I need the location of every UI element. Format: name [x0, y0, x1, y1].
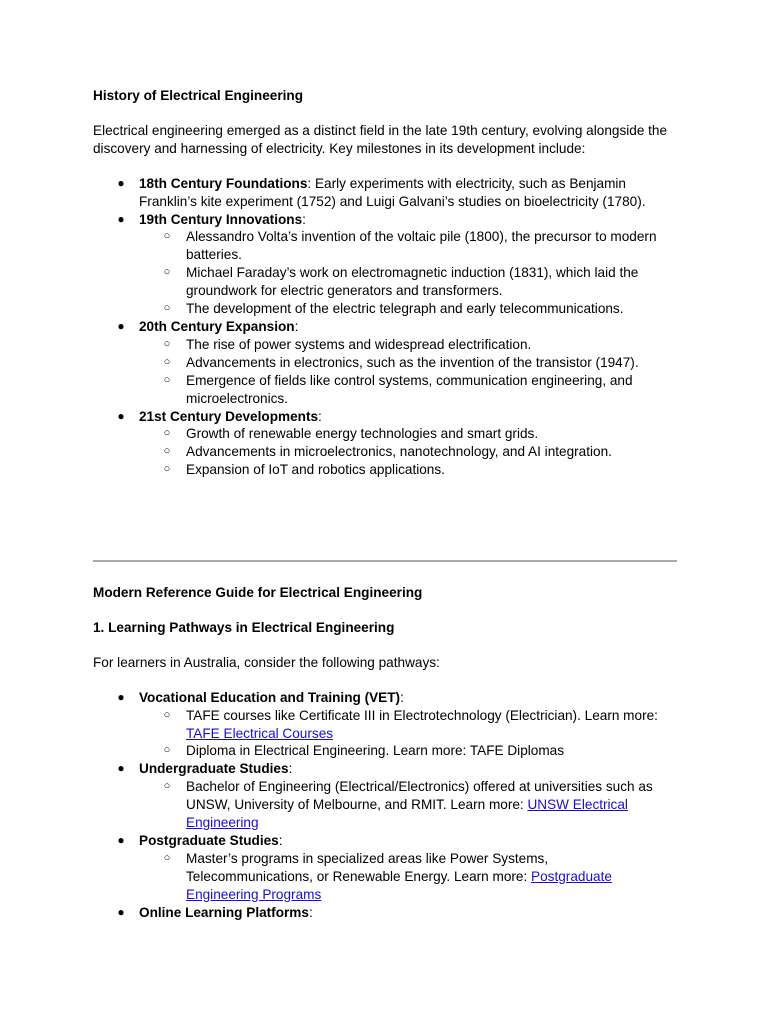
history-section: [93, 87, 677, 479]
bullet-icon: ●: [117, 904, 125, 919]
sub-list: [139, 425, 677, 479]
bullet-icon: ●: [117, 408, 125, 423]
sub-item-text: Advancements in microelectronics, nanotechnology, and AI integration.: [186, 444, 612, 460]
list-item: [139, 336, 677, 354]
hollow-bullet-icon: ○: [163, 355, 171, 368]
sub-item-text: Diploma in Electrical Engineering. Learn more: TAFE Diplomas: [186, 743, 565, 759]
list-item: [139, 742, 677, 760]
sub-list: [139, 336, 677, 408]
milestone-text: :: [318, 408, 322, 424]
bullet-icon: ●: [117, 761, 125, 776]
sub-item-text: Bachelor of Engineering (Electrical/Electronics) offered at universities such as UNSW, University of Melbourne, and RMIT. Learn more:: [186, 779, 653, 813]
pathway-colon: :: [308, 904, 313, 920]
section-title-guide: Modern Reference Guide for Electrical Engineering: [93, 585, 423, 600]
pathway-label: Online Learning Platforms: [139, 904, 309, 920]
pathway-colon: :: [278, 832, 283, 848]
list-item: [139, 372, 677, 408]
list-item: [93, 211, 677, 318]
milestones-list: [93, 175, 677, 479]
sub-item-text: Growth of renewable energy technologies and smart grids.: [186, 426, 539, 442]
hollow-bullet-icon: ○: [163, 337, 171, 350]
list-item: [139, 354, 677, 372]
hollow-bullet-icon: ○: [163, 445, 171, 458]
hollow-bullet-icon: ○: [163, 302, 171, 315]
sub-item-text: Expansion of IoT and robotics applications.: [186, 462, 445, 478]
pathway-colon: :: [400, 689, 404, 705]
list-item: [93, 760, 677, 832]
hollow-bullet-icon: ○: [163, 744, 171, 757]
list-item: [139, 850, 677, 904]
milestone-label: 19th Century Innovations: [139, 211, 303, 227]
list-item: [93, 832, 677, 904]
list-item: [139, 425, 677, 443]
milestone-label: 21st Century Developments: [139, 408, 319, 424]
sub-item-text: The development of the electric telegraph and early telecommunications.: [186, 301, 624, 317]
list-item: [139, 461, 677, 479]
sub-item-text: TAFE courses like Certificate III in Electrotechnology (Electrician). Learn more:: [186, 707, 658, 723]
sub-item-text: Master’s programs in specialized areas like Power Systems, Telecommunications, or Renewable Energy. Learn more:: [186, 850, 549, 884]
pathways-intro: For learners in Australia, consider the following pathways:: [93, 654, 440, 670]
hollow-bullet-icon: ○: [163, 851, 171, 864]
milestone-text: :: [302, 211, 306, 227]
bullet-icon: ●: [117, 832, 125, 847]
sub-list: [139, 228, 677, 318]
sub-list: [139, 850, 677, 904]
sub-item-text: Alessandro Volta’s invention of the voltaic pile (1800), the precursor to modern batteries.: [186, 229, 657, 263]
pathways-list: [93, 689, 677, 922]
tafe-electrical-courses-link[interactable]: TAFE Electrical Courses: [186, 725, 334, 741]
list-item: [139, 778, 677, 832]
subsection-title-pathways: 1. Learning Pathways in Electrical Engineering: [93, 619, 395, 635]
list-item: [139, 264, 677, 300]
list-item: [93, 175, 677, 211]
pathway-label: Undergraduate Studies: [139, 761, 289, 777]
list-item: [93, 318, 677, 408]
hollow-bullet-icon: ○: [163, 230, 171, 243]
milestone-text: :: [294, 318, 299, 334]
hollow-bullet-icon: ○: [163, 266, 171, 279]
sub-item-text: The rise of power systems and widespread electrification.: [186, 336, 532, 352]
milestone-text: : Early experiments with electricity, such as Benjamin Franklin’s kite experiment (1752) and Luigi Galvani’s studies on bioelectricity (1780).: [139, 175, 646, 209]
hollow-bullet-icon: ○: [163, 373, 171, 386]
sub-item-text: Advancements in electronics, such as the invention of the transistor (1947).: [186, 354, 639, 370]
milestone-label: 20th Century Expansion: [139, 318, 295, 334]
list-item: [93, 689, 677, 761]
postgraduate-engineering-programs-link[interactable]: Postgraduate Engineering Programs: [186, 868, 612, 902]
list-item: [139, 707, 677, 743]
sub-item-text: Michael Faraday’s work on electromagnetic induction (1831), which laid the groundwork for electric generators and transformers.: [186, 265, 639, 299]
unsw-electrical-engineering-link[interactable]: UNSW Electrical Engineering: [186, 797, 628, 831]
pathway-label: Vocational Education and Training (VET): [139, 689, 401, 705]
hollow-bullet-icon: ○: [163, 708, 171, 721]
list-item: [93, 408, 677, 480]
list-item: [93, 904, 677, 922]
sub-list: [139, 707, 677, 761]
horizontal-divider: [93, 560, 677, 562]
hollow-bullet-icon: ○: [163, 427, 171, 440]
section-title-history: History of Electrical Engineering: [93, 88, 303, 103]
list-item: [139, 300, 677, 318]
bullet-icon: ●: [117, 211, 125, 226]
bullet-icon: ●: [117, 689, 125, 704]
reference-guide-section: [93, 584, 677, 922]
hollow-bullet-icon: ○: [163, 780, 171, 793]
bullet-icon: ●: [117, 318, 125, 333]
sub-item-text: Emergence of fields like control systems, communication engineering, and microelectronics.: [186, 372, 633, 406]
sub-list: [139, 778, 677, 832]
pathway-label: Postgraduate Studies: [139, 832, 279, 848]
list-item: [139, 228, 677, 264]
history-intro: Electrical engineering emerged as a distinct field in the late 19th century, evolving alongside the discovery and harnessing of electricity. Key milestones in its development include:: [93, 122, 668, 156]
milestone-label: 18th Century Foundations: [139, 175, 308, 191]
hollow-bullet-icon: ○: [163, 463, 171, 476]
pathway-colon: :: [288, 761, 293, 777]
list-item: [139, 443, 677, 461]
bullet-icon: ●: [117, 175, 125, 190]
